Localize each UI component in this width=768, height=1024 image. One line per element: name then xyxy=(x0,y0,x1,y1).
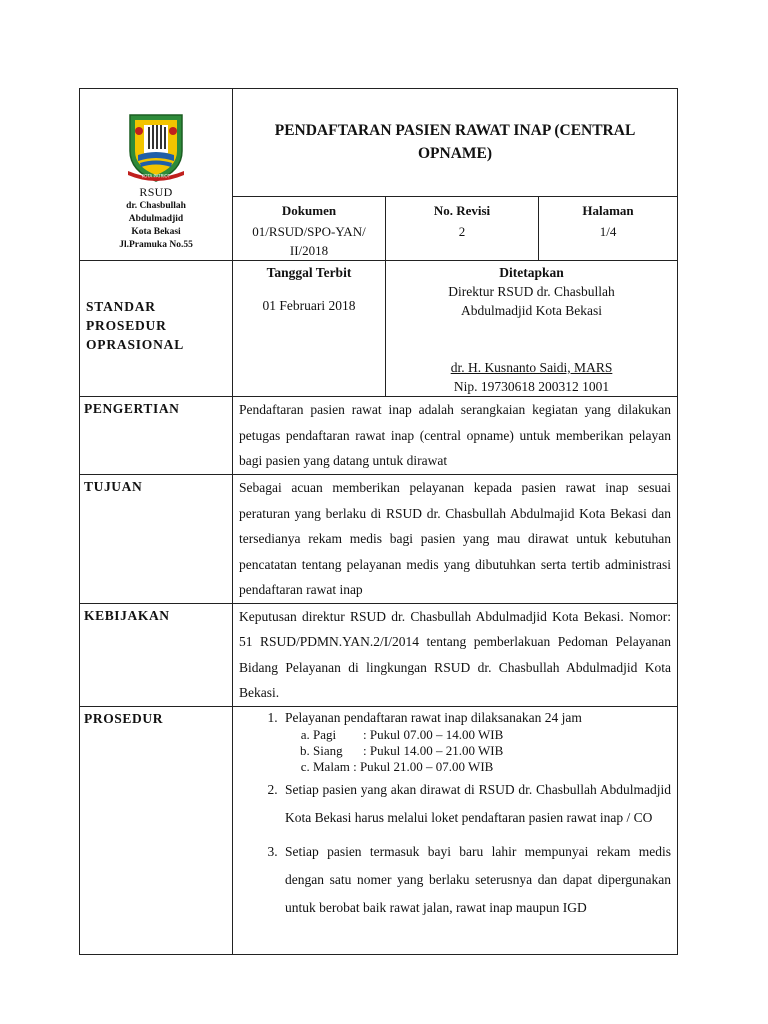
prosedur-item-1-text: Pelayanan pendaftaran rawat inap dilaksanakan 24 jam xyxy=(285,709,582,725)
org-line-1: dr. Chasbullah xyxy=(126,201,186,211)
spo-label-3: OPRASIONAL xyxy=(86,337,185,352)
shift-sep: : xyxy=(363,742,367,758)
spo-label xyxy=(80,261,233,397)
revisi-label: No. Revisi xyxy=(433,203,491,218)
tujuan-text: Sebagai acuan memberikan pelayanan kepada pasien rawat inap sesuai peraturan yang berlaku di RSUD dr. Chasbullah Abdulmajid Kota Bekasi dan tersedianya rekam medis bagi pasien yang mau dirawat untuk kebutuhan pencatatan tentang pelayanan medis yang dibutuhkan serta tertib administrasi pendaftaran rawat inap xyxy=(233,475,678,604)
shift-sep: : xyxy=(353,758,357,774)
shift-label: Siang xyxy=(313,742,343,758)
revisi-value: 2 xyxy=(458,224,466,239)
dokumen-value xyxy=(233,222,385,260)
shift-label: Malam xyxy=(313,758,350,774)
signer-name: dr. H. Kusnanto Saidi, MARS xyxy=(450,360,613,375)
dokumen-value-1: 01/RSUD/SPO-YAN/ xyxy=(252,224,366,239)
spo-label-2: PROSEDUR xyxy=(86,318,167,333)
kebijakan-text: Keputusan direktur RSUD dr. Chasbullah Abdulmadjid Kota Bekasi. Nomor: 51 RSUD/PDMN.YAN.2/I/2014 tentang pemberlakuan Pedoman Pelayanan Bidang Pelayanan di lingkungan RSUD dr. Chasbullah Abdulmadjid Kota Bekasi. xyxy=(233,603,678,706)
spo-label-1: STANDAR xyxy=(86,299,156,314)
org-line-2: Abdulmadjid xyxy=(128,214,184,224)
prosedur-item-1 xyxy=(281,709,671,775)
dokumen-label: Dokumen xyxy=(281,203,337,218)
pengertian-label: PENGERTIAN xyxy=(80,397,233,475)
logo-cell xyxy=(80,89,233,261)
logo-banner-text: KOTA PATRIOT xyxy=(141,173,171,179)
org-line-3: Kota Bekasi xyxy=(131,227,181,237)
dokumen-value-2: II/2018 xyxy=(289,243,329,258)
shift-item-malam xyxy=(313,759,671,775)
prosedur-content xyxy=(233,706,678,954)
ditetapkan-label: Ditetapkan xyxy=(499,265,564,280)
org-address: Jl.Pramuka No.55 xyxy=(119,240,193,250)
prosedur-list xyxy=(233,709,677,922)
tanggal-cell xyxy=(233,261,386,397)
revisi-cell xyxy=(386,197,539,261)
tujuan-label: TUJUAN xyxy=(80,475,233,604)
prosedur-item-3: 3. Setiap pasien termasuk bayi baru lahir mempunyai rekam medis dengan satu nomer yang berlaku seterusnya dan dapat dipergunakan untuk berobat baik rawat jalan, rawat inap maupun IGD xyxy=(281,838,671,922)
shift-time: Pukul 21.00 – 07.00 WIB xyxy=(359,758,494,774)
document-title: PENDAFTARAN PASIEN RAWAT INAP (CENTRAL OPNAME) xyxy=(233,89,678,197)
ditetapkan-line-2: Abdulmadjid Kota Bekasi xyxy=(461,303,602,318)
signer-nip: Nip. 19730618 200312 1001 xyxy=(453,379,610,394)
shift-time: Pukul 07.00 – 14.00 WIB xyxy=(369,726,504,742)
shift-time: Pukul 14.00 – 21.00 WIB xyxy=(369,742,504,758)
kebijakan-label: KEBIJAKAN xyxy=(80,603,233,706)
ditetapkan-line-1: Direktur RSUD dr. Chasbullah xyxy=(448,284,615,299)
dokumen-cell xyxy=(233,197,386,261)
city-emblem-icon xyxy=(124,111,188,183)
shift-label: Pagi xyxy=(313,726,337,742)
ditetapkan-cell xyxy=(386,261,678,397)
org-name: RSUD xyxy=(139,185,173,199)
prosedur-item-2: 2. Setiap pasien yang akan dirawat di RSUD dr. Chasbullah Abdulmadjid Kota Bekasi harus melalui loket pendaftaran pasien rawat inap / CO xyxy=(281,776,671,832)
shift-list xyxy=(285,727,671,775)
pengertian-text: Pendaftaran pasien rawat inap adalah serangkaian kegiatan yang dilakukan petugas pendaftaran rawat inap (central opname) untuk memberikan pelayan bagi pasien yang datang untuk dirawat xyxy=(233,397,678,475)
prosedur-label: PROSEDUR xyxy=(80,706,233,954)
halaman-label: Halaman xyxy=(582,203,634,218)
halaman-cell xyxy=(539,197,678,261)
shift-item-pagi xyxy=(313,727,671,743)
spo-table xyxy=(79,88,678,955)
tanggal-value: 01 Februari 2018 xyxy=(262,298,356,313)
shift-item-siang xyxy=(313,743,671,759)
shift-sep: : xyxy=(363,726,367,742)
tanggal-label: Tanggal Terbit xyxy=(266,265,352,280)
halaman-value: 1/4 xyxy=(599,224,617,239)
